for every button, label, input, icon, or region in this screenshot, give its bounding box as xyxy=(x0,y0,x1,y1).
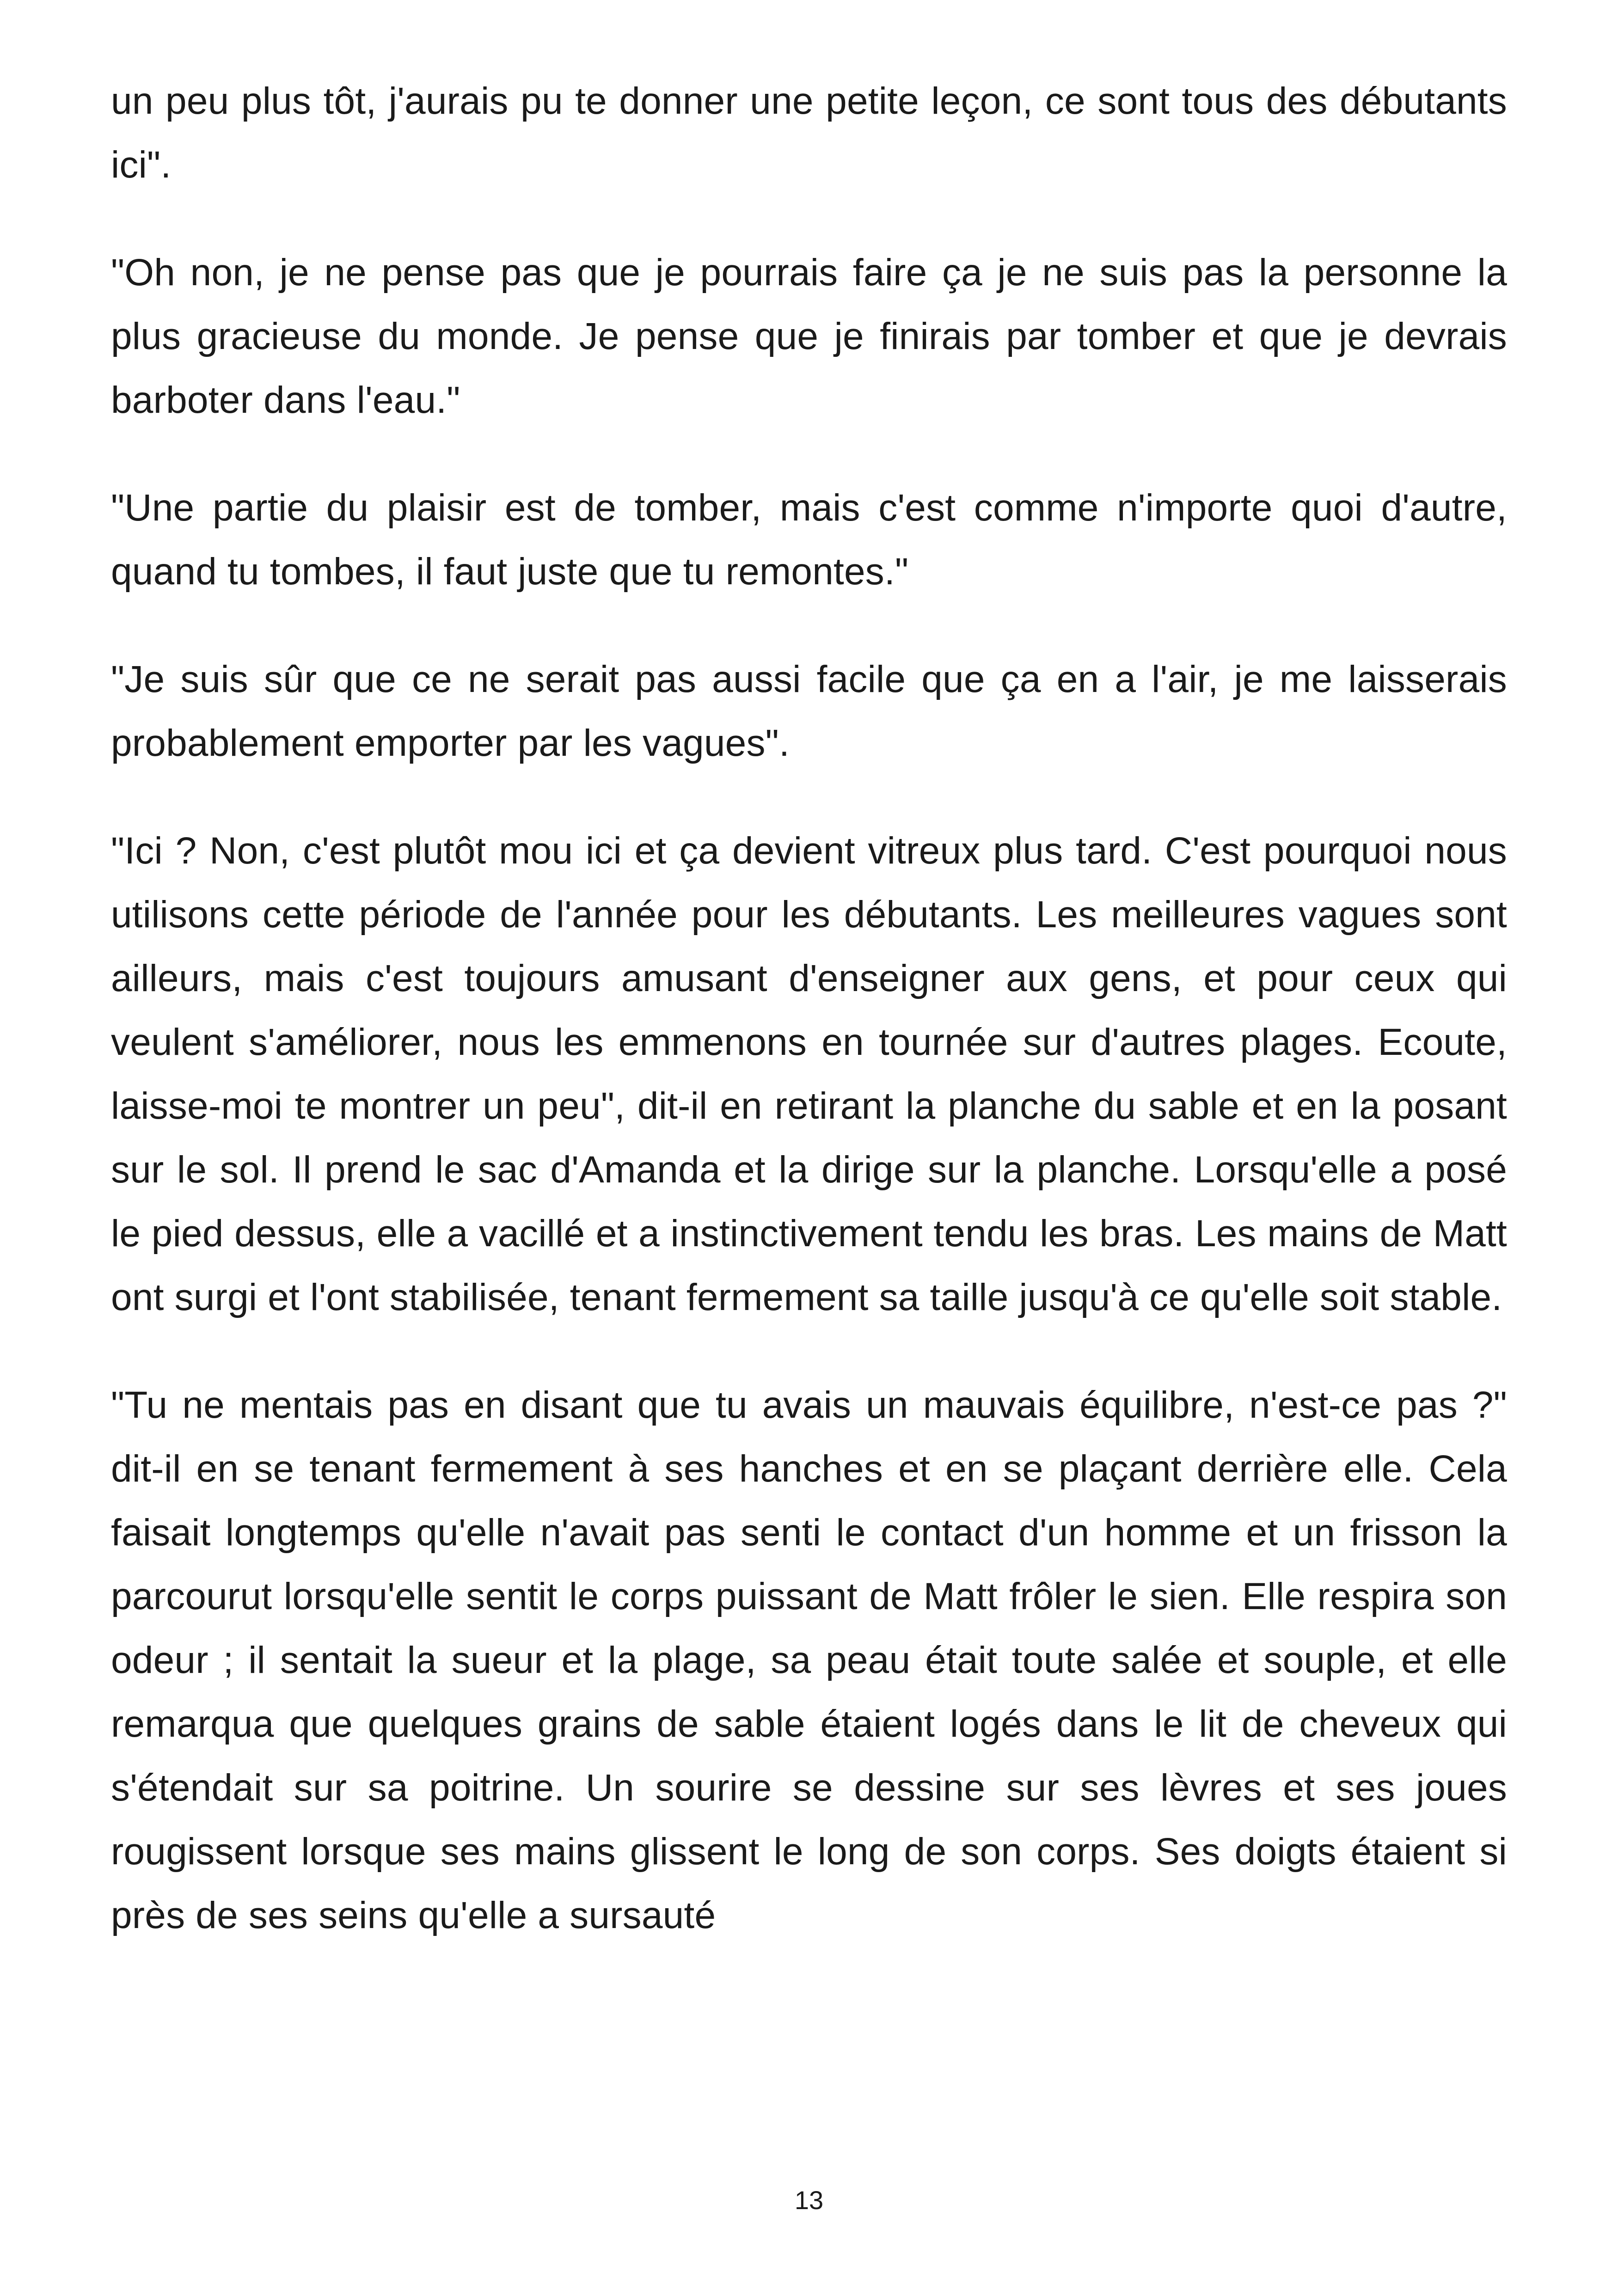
page-number: 13 xyxy=(794,2186,824,2215)
paragraph-4: "Je suis sûr que ce ne serait pas aussi facile que ça en a l'air, je me laisserais probablement emporter par les vagues". xyxy=(111,658,1507,764)
paragraph-1: un peu plus tôt, j'aurais pu te donner une petite leçon, ce sont tous des débutants ici". xyxy=(111,80,1507,186)
paragraph-2: "Oh non, je ne pense pas que je pourrais faire ça je ne suis pas la personne la plus gracieuse du monde. Je pense que je finirais par tomber et que je devrais barboter dans l'eau." xyxy=(111,251,1507,421)
paragraph-5: "Ici ? Non, c'est plutôt mou ici et ça devient vitreux plus tard. C'est pourquoi nous utilisons cette période de l'année pour les débutants. Les meilleures vagues sont ailleurs, mais c'est toujours amusant d'enseigner aux gens, et pour ceux qui veulent s'améliorer, nous les emmenons en tournée sur d'autres plages. Ecoute, laisse-moi te montrer un peu", dit-il en retirant la planche du sable et en la posant sur le sol. Il prend le sac d'Amanda et la dirige sur la planche. Lorsqu'elle a posé le pied dessus, elle a vacillé et a instinctivement tendu les bras. Les mains de Matt ont surgi et l'ont stabilisée, tenant fermement sa taille jusqu'à ce qu'elle soit stable. xyxy=(111,830,1507,1318)
paragraph-3: "Une partie du plaisir est de tomber, mais c'est comme n'importe quoi d'autre, quand tu tombes, il faut juste que tu remontes." xyxy=(111,487,1507,593)
paragraph-6: "Tu ne mentais pas en disant que tu avais un mauvais équilibre, n'est-ce pas ?" dit-il en se tenant fermement à ses hanches et en se plaçant derrière elle. Cela faisait longtemps qu'elle n'avait pas senti le contact d'un homme et un frisson la parcourut lorsqu'elle sentit le corps puissant de Matt frôler le sien. Elle respira son odeur ; il sentait la sueur et la plage, sa peau était toute salée et souple, et elle remarqua que quelques grains de sable étaient logés dans le lit de cheveux qui s'étendait sur sa poitrine. Un sourire se dessine sur ses lèvres et ses joues rougissent lorsque ses mains glissent le long de son corps. Ses doigts étaient si près de ses seins qu'elle a sursauté xyxy=(111,1384,1507,1936)
text-body xyxy=(111,69,1507,1947)
